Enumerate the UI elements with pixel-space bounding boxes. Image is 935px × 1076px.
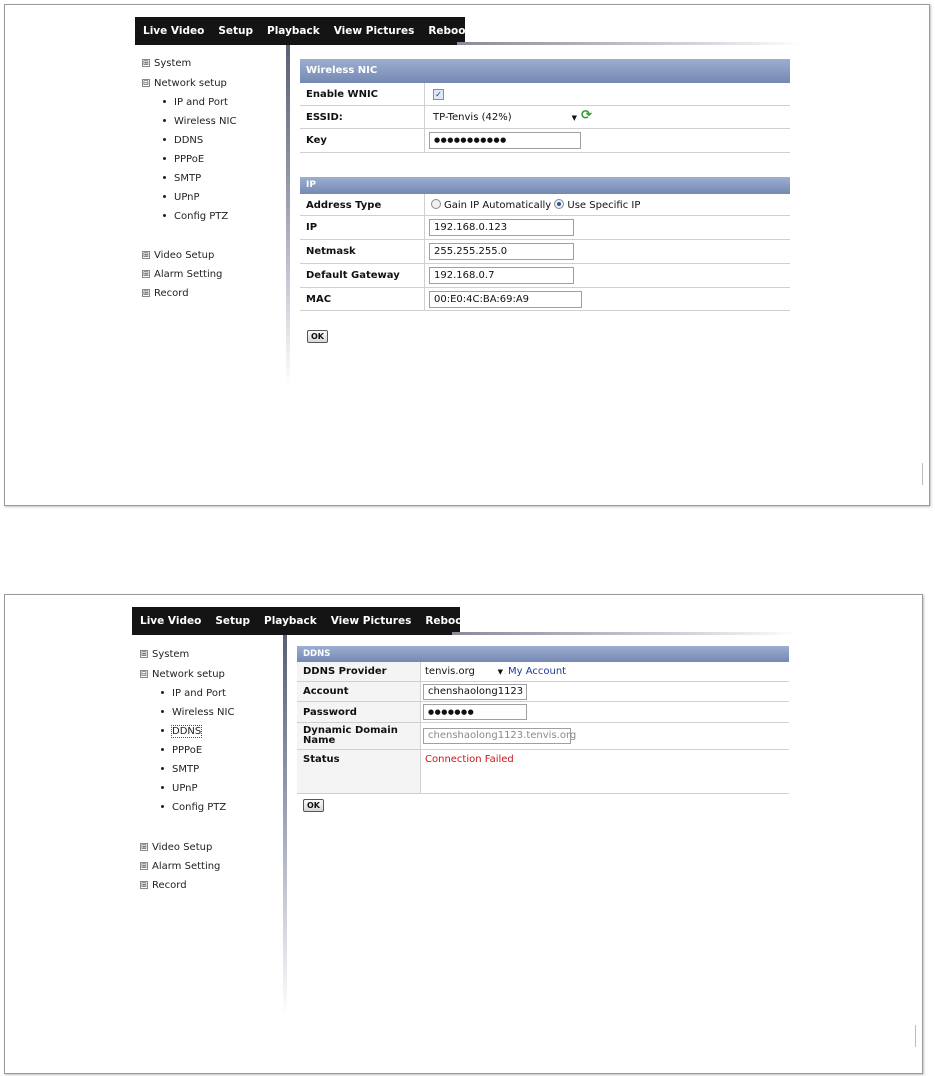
key-label: Key	[306, 135, 327, 146]
expand-icon[interactable]: ⊞	[143, 289, 149, 297]
tree-alarm-setting-label[interactable]: Alarm Setting	[152, 861, 221, 872]
row-enable-wnic	[300, 83, 790, 106]
cell-divider	[420, 662, 421, 681]
cell-divider	[424, 194, 425, 215]
nav-setup[interactable]: Setup	[215, 615, 251, 627]
ddns-provider-value: tenvis.org	[425, 666, 475, 677]
tree-video-setup-label[interactable]: Video Setup	[154, 250, 215, 261]
bullet-icon	[161, 691, 164, 694]
cell-divider	[424, 83, 425, 105]
tree-ip-and-port-label[interactable]: IP and Port	[172, 688, 226, 699]
scroll-edge	[922, 463, 923, 485]
radio-gain-ip-auto-label[interactable]: Gain IP Automatically	[444, 200, 552, 211]
top-navbar	[132, 607, 505, 635]
enable-wnic-label: Enable WNIC	[306, 89, 379, 100]
tree-alarm-setting-label[interactable]: Alarm Setting	[154, 269, 223, 280]
nav-reboot[interactable]: Reboot	[428, 25, 471, 37]
tree-ip-and-port-label[interactable]: IP and Port	[174, 97, 228, 108]
dynamic-domain-label	[303, 726, 398, 746]
tree-ddns-label[interactable]: DDNS	[174, 135, 204, 146]
bullet-icon	[163, 100, 166, 103]
ip-input[interactable]: 192.168.0.123	[429, 219, 574, 236]
tree-smtp[interactable]	[161, 764, 199, 775]
nav-live-video[interactable]: Live Video	[143, 25, 205, 37]
row-default-gateway	[300, 264, 790, 288]
tree-record[interactable]	[140, 880, 187, 891]
bullet-icon	[163, 176, 166, 179]
cell-divider	[424, 264, 425, 287]
row-essid	[300, 106, 790, 129]
row-dynamic-domain-name	[297, 723, 789, 750]
bullet-icon	[163, 214, 166, 217]
expand-icon[interactable]: ⊞	[141, 650, 147, 658]
tree-ip-and-port[interactable]	[163, 97, 228, 108]
essid-value: TP-Tenvis (42%)	[433, 112, 512, 123]
bullet-icon	[161, 805, 164, 808]
nav-setup[interactable]: Setup	[218, 25, 254, 37]
my-account-link[interactable]: My Account	[508, 666, 567, 677]
sidebar-separator	[286, 45, 290, 385]
mac-label: MAC	[306, 294, 332, 305]
dynamic-domain-label-line2: Name	[303, 735, 336, 746]
collapse-icon[interactable]: ⊟	[141, 670, 147, 678]
tree-alarm-setting[interactable]	[140, 861, 220, 872]
bullet-icon	[161, 710, 164, 713]
screenshot-wireless-nic	[4, 4, 930, 506]
cell-divider	[424, 288, 425, 310]
tree-network-setup-label[interactable]: Network setup	[154, 78, 227, 89]
row-status	[297, 750, 789, 794]
expand-icon[interactable]: ⊞	[141, 862, 147, 870]
radio-use-specific-ip[interactable]	[554, 199, 564, 209]
refresh-icon[interactable]: ⟳	[581, 108, 592, 123]
tree-smtp[interactable]	[163, 173, 201, 184]
wireless-settings-panel	[300, 59, 790, 349]
ip-header: IP	[300, 177, 790, 194]
nav-view-pictures[interactable]: View Pictures	[330, 615, 412, 627]
tree-ddns-label[interactable]: DDNS	[172, 726, 202, 737]
radio-gain-ip-auto[interactable]	[431, 199, 441, 209]
essid-label: ESSID:	[306, 112, 343, 123]
tree-system[interactable]	[142, 58, 191, 69]
tree-network-setup[interactable]	[142, 78, 227, 89]
tree-wireless-nic[interactable]	[161, 707, 234, 718]
radio-use-specific-ip-label[interactable]: Use Specific IP	[567, 200, 641, 211]
bullet-icon	[161, 786, 164, 789]
address-type-label: Address Type	[306, 200, 382, 211]
chevron-down-icon: ▼	[497, 668, 503, 676]
cell-divider	[424, 240, 425, 263]
status-label: Status	[303, 754, 340, 765]
tree-upnp[interactable]	[163, 192, 200, 203]
navbar-underline	[457, 42, 802, 45]
ddns-header: DDNS	[297, 646, 789, 662]
cell-divider	[424, 106, 425, 128]
tree-wireless-nic-label[interactable]: Wireless NIC	[174, 116, 237, 127]
mac-input[interactable]: 00:E0:4C:BA:69:A9	[429, 291, 582, 308]
chevron-down-icon: ▼	[571, 114, 577, 122]
tree-record[interactable]	[142, 288, 189, 299]
tree-config-ptz-label[interactable]: Config PTZ	[172, 802, 227, 813]
status-value: Connection Failed	[425, 754, 514, 765]
tree-system-label[interactable]: System	[152, 649, 190, 660]
ok-button[interactable]: OK	[307, 330, 328, 343]
cell-divider	[420, 723, 421, 749]
bullet-icon	[161, 729, 164, 732]
top-navbar	[135, 17, 508, 45]
tree-upnp-label[interactable]: UPnP	[172, 783, 198, 794]
dynamic-domain-input: chenshaolong1123.tenvis.org	[423, 728, 571, 744]
tree-video-setup[interactable]	[140, 842, 212, 853]
row-account	[297, 682, 789, 702]
tree-config-ptz[interactable]	[163, 211, 228, 222]
screenshot-ddns	[4, 594, 923, 1074]
ddns-provider-label: DDNS Provider	[303, 666, 387, 677]
bullet-icon	[163, 157, 166, 160]
collapse-icon[interactable]: ⊟	[143, 79, 149, 87]
tree-pppoe-label[interactable]: PPPoE	[172, 745, 203, 756]
tree-smtp-label[interactable]: SMTP	[172, 764, 200, 775]
bullet-icon	[161, 767, 164, 770]
tree-system-label[interactable]: System	[154, 58, 192, 69]
wireless-nic-header: Wireless NIC	[300, 59, 790, 83]
tree-config-ptz[interactable]	[161, 802, 226, 813]
tree-wireless-nic-label[interactable]: Wireless NIC	[172, 707, 235, 718]
scroll-edge	[915, 1025, 916, 1047]
row-mac	[300, 288, 790, 311]
tree-ddns[interactable]	[161, 726, 201, 737]
tree-network-setup-label[interactable]: Network setup	[152, 669, 225, 680]
row-key	[300, 129, 790, 153]
nav-playback[interactable]: Playback	[267, 25, 320, 37]
tree-ddns[interactable]	[163, 135, 203, 146]
expand-icon[interactable]: ⊞	[143, 270, 149, 278]
account-label: Account	[303, 686, 349, 697]
tree-video-setup[interactable]	[142, 250, 214, 261]
tree-smtp-label[interactable]: SMTP	[174, 173, 202, 184]
netmask-label: Netmask	[306, 246, 356, 257]
expand-icon[interactable]: ⊞	[141, 881, 147, 889]
row-address-type	[300, 194, 790, 216]
expand-icon[interactable]: ⊞	[143, 59, 149, 67]
cell-divider	[420, 702, 421, 722]
cell-divider	[420, 750, 421, 793]
password-label: Password	[303, 707, 357, 718]
key-password-field[interactable]: ●●●●●●●●●●●	[429, 132, 581, 149]
account-input[interactable]: chenshaolong1123	[423, 684, 527, 700]
tree-alarm-setting[interactable]	[142, 269, 222, 280]
cell-divider	[420, 682, 421, 701]
dynamic-domain-label-line1: Dynamic Domain	[303, 725, 398, 736]
password-input[interactable]: ●●●●●●●	[423, 704, 527, 720]
row-ddns-provider	[297, 662, 789, 682]
bullet-icon	[163, 195, 166, 198]
nav-playback[interactable]: Playback	[264, 615, 317, 627]
default-gateway-label: Default Gateway	[306, 270, 400, 281]
tree-network-setup[interactable]	[140, 669, 225, 680]
nav-live-video[interactable]: Live Video	[140, 615, 202, 627]
bullet-icon	[161, 748, 164, 751]
ddns-provider-select[interactable]	[425, 664, 505, 680]
default-gateway-input[interactable]: 192.168.0.7	[429, 267, 574, 284]
cell-divider	[424, 216, 425, 239]
row-password	[297, 702, 789, 723]
tree-pppoe[interactable]	[163, 154, 204, 165]
navbar-underline	[452, 632, 797, 635]
enable-wnic-checkbox[interactable]: ✓	[433, 89, 444, 100]
tree-pppoe-label[interactable]: PPPoE	[174, 154, 205, 165]
tree-pppoe[interactable]	[161, 745, 202, 756]
nav-view-pictures[interactable]: View Pictures	[333, 25, 415, 37]
tree-video-setup-label[interactable]: Video Setup	[152, 842, 213, 853]
expand-icon[interactable]: ⊞	[141, 843, 147, 851]
bullet-icon	[163, 119, 166, 122]
ip-label: IP	[306, 222, 318, 233]
essid-select[interactable]	[433, 110, 579, 126]
ddns-settings-panel	[297, 646, 789, 816]
tree-config-ptz-label[interactable]: Config PTZ	[174, 211, 229, 222]
cell-divider	[424, 129, 425, 152]
address-type-options	[431, 199, 640, 211]
tree-upnp[interactable]	[161, 783, 198, 794]
ok-button[interactable]: OK	[303, 799, 324, 812]
tree-wireless-nic[interactable]	[163, 116, 236, 127]
tree-system[interactable]	[140, 649, 189, 660]
tree-record-label[interactable]: Record	[152, 880, 187, 891]
row-netmask	[300, 240, 790, 264]
netmask-input[interactable]: 255.255.255.0	[429, 243, 574, 260]
nav-reboot[interactable]: Reboot	[425, 615, 468, 627]
nav-exit[interactable]: Exit	[484, 25, 508, 37]
expand-icon[interactable]: ⊞	[143, 251, 149, 259]
tree-ip-and-port[interactable]	[161, 688, 226, 699]
tree-record-label[interactable]: Record	[154, 288, 189, 299]
bullet-icon	[163, 138, 166, 141]
tree-upnp-label[interactable]: UPnP	[174, 192, 200, 203]
sidebar-separator	[283, 635, 287, 1015]
row-ip	[300, 216, 790, 240]
nav-exit[interactable]: Exit	[481, 615, 505, 627]
